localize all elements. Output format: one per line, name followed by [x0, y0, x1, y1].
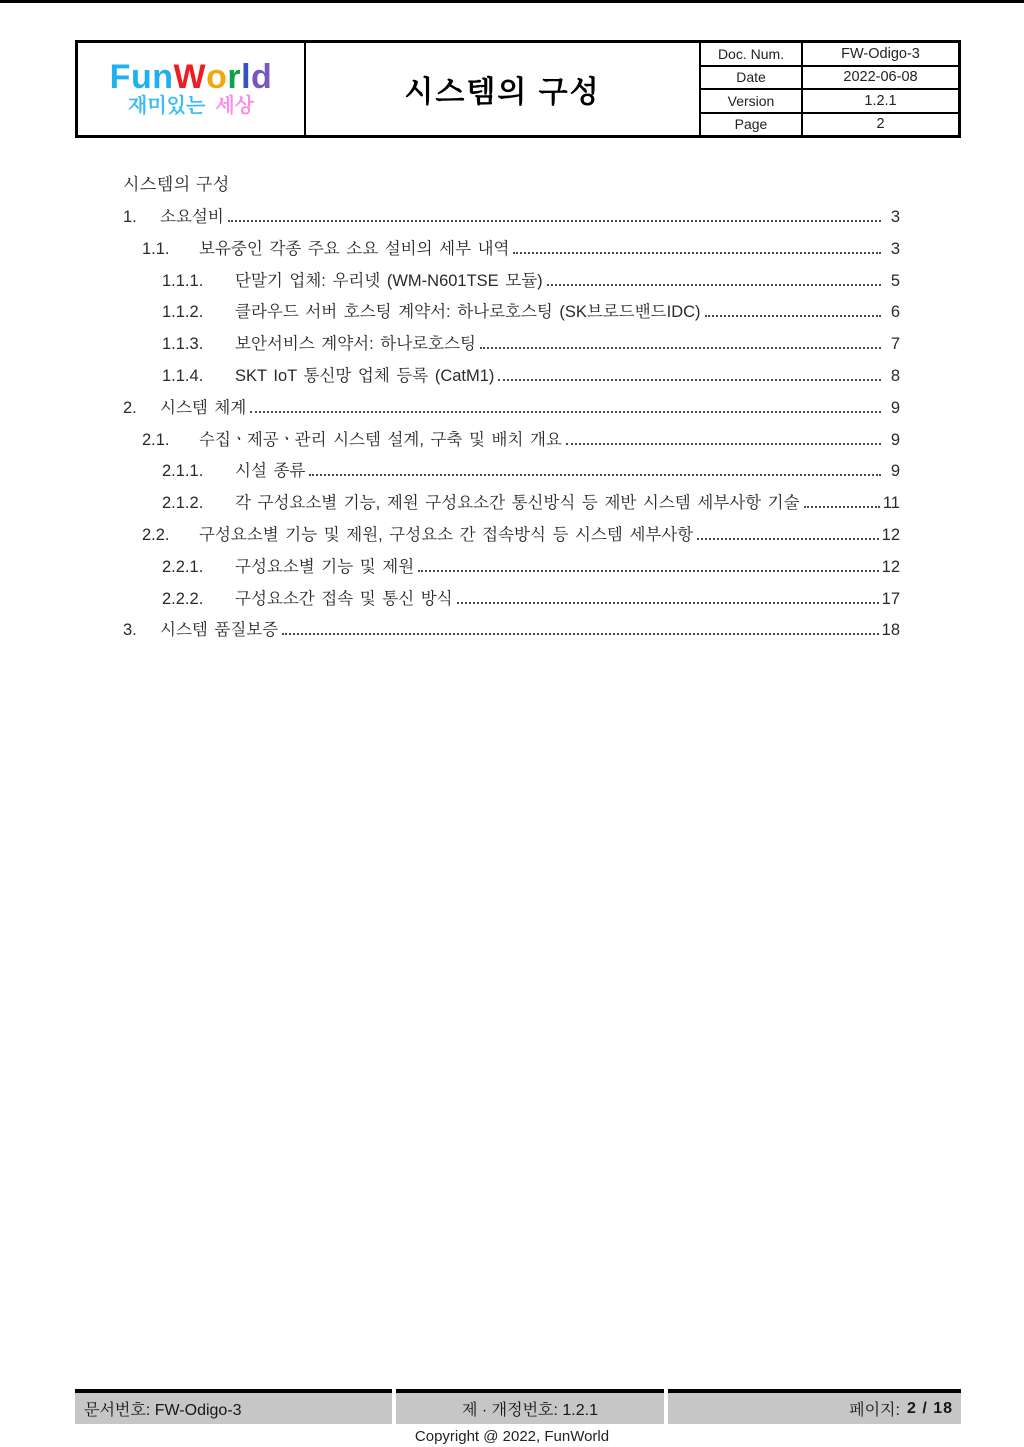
- toc-entry[interactable]: [123, 519, 900, 551]
- doc-info-value: 2: [876, 116, 885, 133]
- toc-entry[interactable]: [123, 392, 900, 424]
- company-logo: [78, 43, 306, 135]
- toc-entry[interactable]: [123, 265, 900, 297]
- toc-entry-number: 3.: [123, 621, 137, 640]
- toc-leader-dots: [513, 233, 881, 254]
- toc-leader-dots: [498, 360, 881, 381]
- toc-entry-label: 클라우드 서버 호스팅 계약서: 하나로호스팅 (SK브로드밴드IDC): [235, 303, 701, 322]
- toc-entry[interactable]: [123, 551, 900, 583]
- toc-entry[interactable]: [123, 328, 900, 360]
- toc-leader-dots: [418, 551, 878, 572]
- toc-entry-number: 1.1.3.: [162, 335, 204, 354]
- toc-entry-label: 단말기 업체: 우리넷 (WM-N601TSE 모듈): [235, 271, 543, 290]
- toc-entry-page: 9: [890, 430, 900, 449]
- document-header: [75, 40, 961, 138]
- doc-info-label: Doc. Num.: [701, 43, 803, 65]
- toc-leader-dots: [309, 455, 881, 476]
- doc-info-value: 1.2.1: [864, 92, 897, 109]
- toc-entry-number: 2.1.2.: [162, 494, 204, 513]
- toc-entry[interactable]: [123, 233, 900, 265]
- toc-entry-page: 3: [890, 239, 900, 258]
- footer-page-info: [668, 1389, 961, 1424]
- toc-leader-dots: [228, 201, 881, 222]
- doc-info-label: Version: [701, 90, 803, 112]
- toc-entry-number: 1.1.: [142, 239, 170, 258]
- logo-tagline-part: 세상: [215, 95, 254, 118]
- toc-leader-dots: [697, 519, 878, 540]
- doc-info-row: [701, 90, 958, 114]
- toc-entry-label: SKT IoT 통신망 업체 등록 (CatM1): [235, 366, 495, 385]
- toc-entry-label: 소요설비: [160, 208, 224, 226]
- footer-page-label: 페이지:: [849, 1402, 900, 1419]
- toc-leader-dots: [804, 487, 880, 508]
- toc-leader-dots: [457, 583, 879, 604]
- toc-entry-number: 2.2.1.: [162, 557, 204, 576]
- toc-leader-dots: [705, 296, 881, 317]
- doc-info-table: [701, 43, 958, 135]
- toc-entry[interactable]: [123, 487, 900, 519]
- toc-entry-label: 구성요소별 기능 및 제원, 구성요소 간 접속방식 등 시스템 세부사항: [199, 525, 694, 544]
- toc-entry-page: 6: [890, 303, 900, 322]
- toc-entry-label: 구성요소별 기능 및 제원: [235, 557, 415, 576]
- toc-entry[interactable]: [123, 455, 900, 487]
- logo-letter: Fun: [109, 57, 174, 96]
- table-of-contents: [123, 170, 900, 646]
- toc-entry[interactable]: [123, 296, 900, 328]
- toc-entry-number: 2.2.: [142, 525, 170, 544]
- toc-entry-label: 보안서비스 계약서: 하나로호스팅: [235, 335, 476, 354]
- toc-leader-dots: [547, 265, 881, 286]
- document-footer: [75, 1389, 961, 1424]
- toc-entry-page: 17: [881, 589, 900, 608]
- toc-entry-page: 9: [890, 398, 900, 417]
- copyright-notice: Copyright @ 2022, FunWorld: [414, 1428, 610, 1445]
- logo-tagline-part: 재미있는: [128, 95, 206, 118]
- doc-info-label: Page: [701, 114, 803, 136]
- toc-entry-page: 8: [890, 366, 900, 385]
- logo-tagline: [128, 95, 254, 118]
- toc-entry[interactable]: [123, 614, 900, 646]
- doc-info-value: FW-Odigo-3: [841, 45, 920, 62]
- toc-entry-page: 7: [890, 335, 900, 354]
- doc-info-label: Date: [701, 67, 803, 89]
- toc-list: [123, 201, 900, 646]
- logo-wordmark: [109, 57, 273, 96]
- document-title: 시스템의 구성: [306, 43, 701, 135]
- doc-info-row: [701, 67, 958, 91]
- toc-entry-number: 2.: [123, 398, 137, 417]
- toc-entry-page: 9: [890, 462, 900, 481]
- toc-entry-page: 18: [881, 621, 900, 640]
- doc-info-row: [701, 43, 958, 67]
- toc-entry-page: 5: [890, 271, 900, 290]
- toc-entry-label: 시스템 체계: [160, 398, 247, 417]
- toc-entry-page: 12: [881, 557, 900, 576]
- footer-page-value: 2 / 18: [906, 1399, 953, 1417]
- toc-entry[interactable]: [123, 360, 900, 392]
- toc-entry-number: 2.1.: [142, 430, 170, 449]
- toc-entry-number: 1.1.1.: [162, 271, 204, 290]
- toc-entry[interactable]: [123, 583, 900, 615]
- toc-entry-number: 2.2.2.: [162, 589, 204, 608]
- logo-letter: W: [173, 57, 207, 96]
- logo-letter: r: [227, 57, 242, 96]
- toc-entry-page: 11: [882, 494, 900, 513]
- toc-entry-label: 수집ㆍ제공ㆍ관리 시스템 설계, 구축 및 배치 개요: [199, 430, 562, 449]
- footer-revision: 제 · 개정번호: 1.2.1: [396, 1389, 664, 1424]
- toc-entry-page: 3: [890, 208, 900, 226]
- logo-letter: o: [206, 57, 228, 96]
- toc-entry-label: 보유중인 각종 주요 소요 설비의 세부 내역: [199, 239, 510, 258]
- toc-leader-dots: [250, 392, 881, 413]
- toc-entry-page: 12: [881, 525, 900, 544]
- toc-leader-dots: [566, 424, 881, 445]
- toc-entry-number: 1.1.4.: [162, 366, 204, 385]
- logo-letter: d: [251, 57, 273, 96]
- toc-entry[interactable]: [123, 201, 900, 233]
- toc-leader-dots: [282, 614, 878, 635]
- toc-entry[interactable]: [123, 424, 900, 456]
- logo-letter: l: [241, 57, 252, 96]
- doc-info-value: 2022-06-08: [843, 69, 918, 86]
- footer-doc-number: 문서번호: FW-Odigo-3: [75, 1389, 392, 1424]
- doc-info-row: [701, 114, 958, 136]
- toc-entry-label: 시설 종류: [235, 462, 306, 481]
- toc-entry-label: 구성요소간 접속 및 통신 방식: [235, 589, 453, 608]
- page-top-border: [0, 0, 1024, 3]
- toc-entry-label: 시스템 품질보증: [160, 621, 279, 640]
- toc-entry-label: 각 구성요소별 기능, 제원 구성요소간 통신방식 등 제반 시스템 세부사항 기술: [235, 494, 800, 513]
- toc-leader-dots: [480, 328, 881, 349]
- toc-entry-number: 1.: [123, 208, 137, 226]
- toc-entry-number: 1.1.2.: [162, 303, 204, 322]
- toc-heading: 시스템의 구성: [123, 175, 230, 194]
- toc-entry-number: 2.1.1.: [162, 462, 204, 481]
